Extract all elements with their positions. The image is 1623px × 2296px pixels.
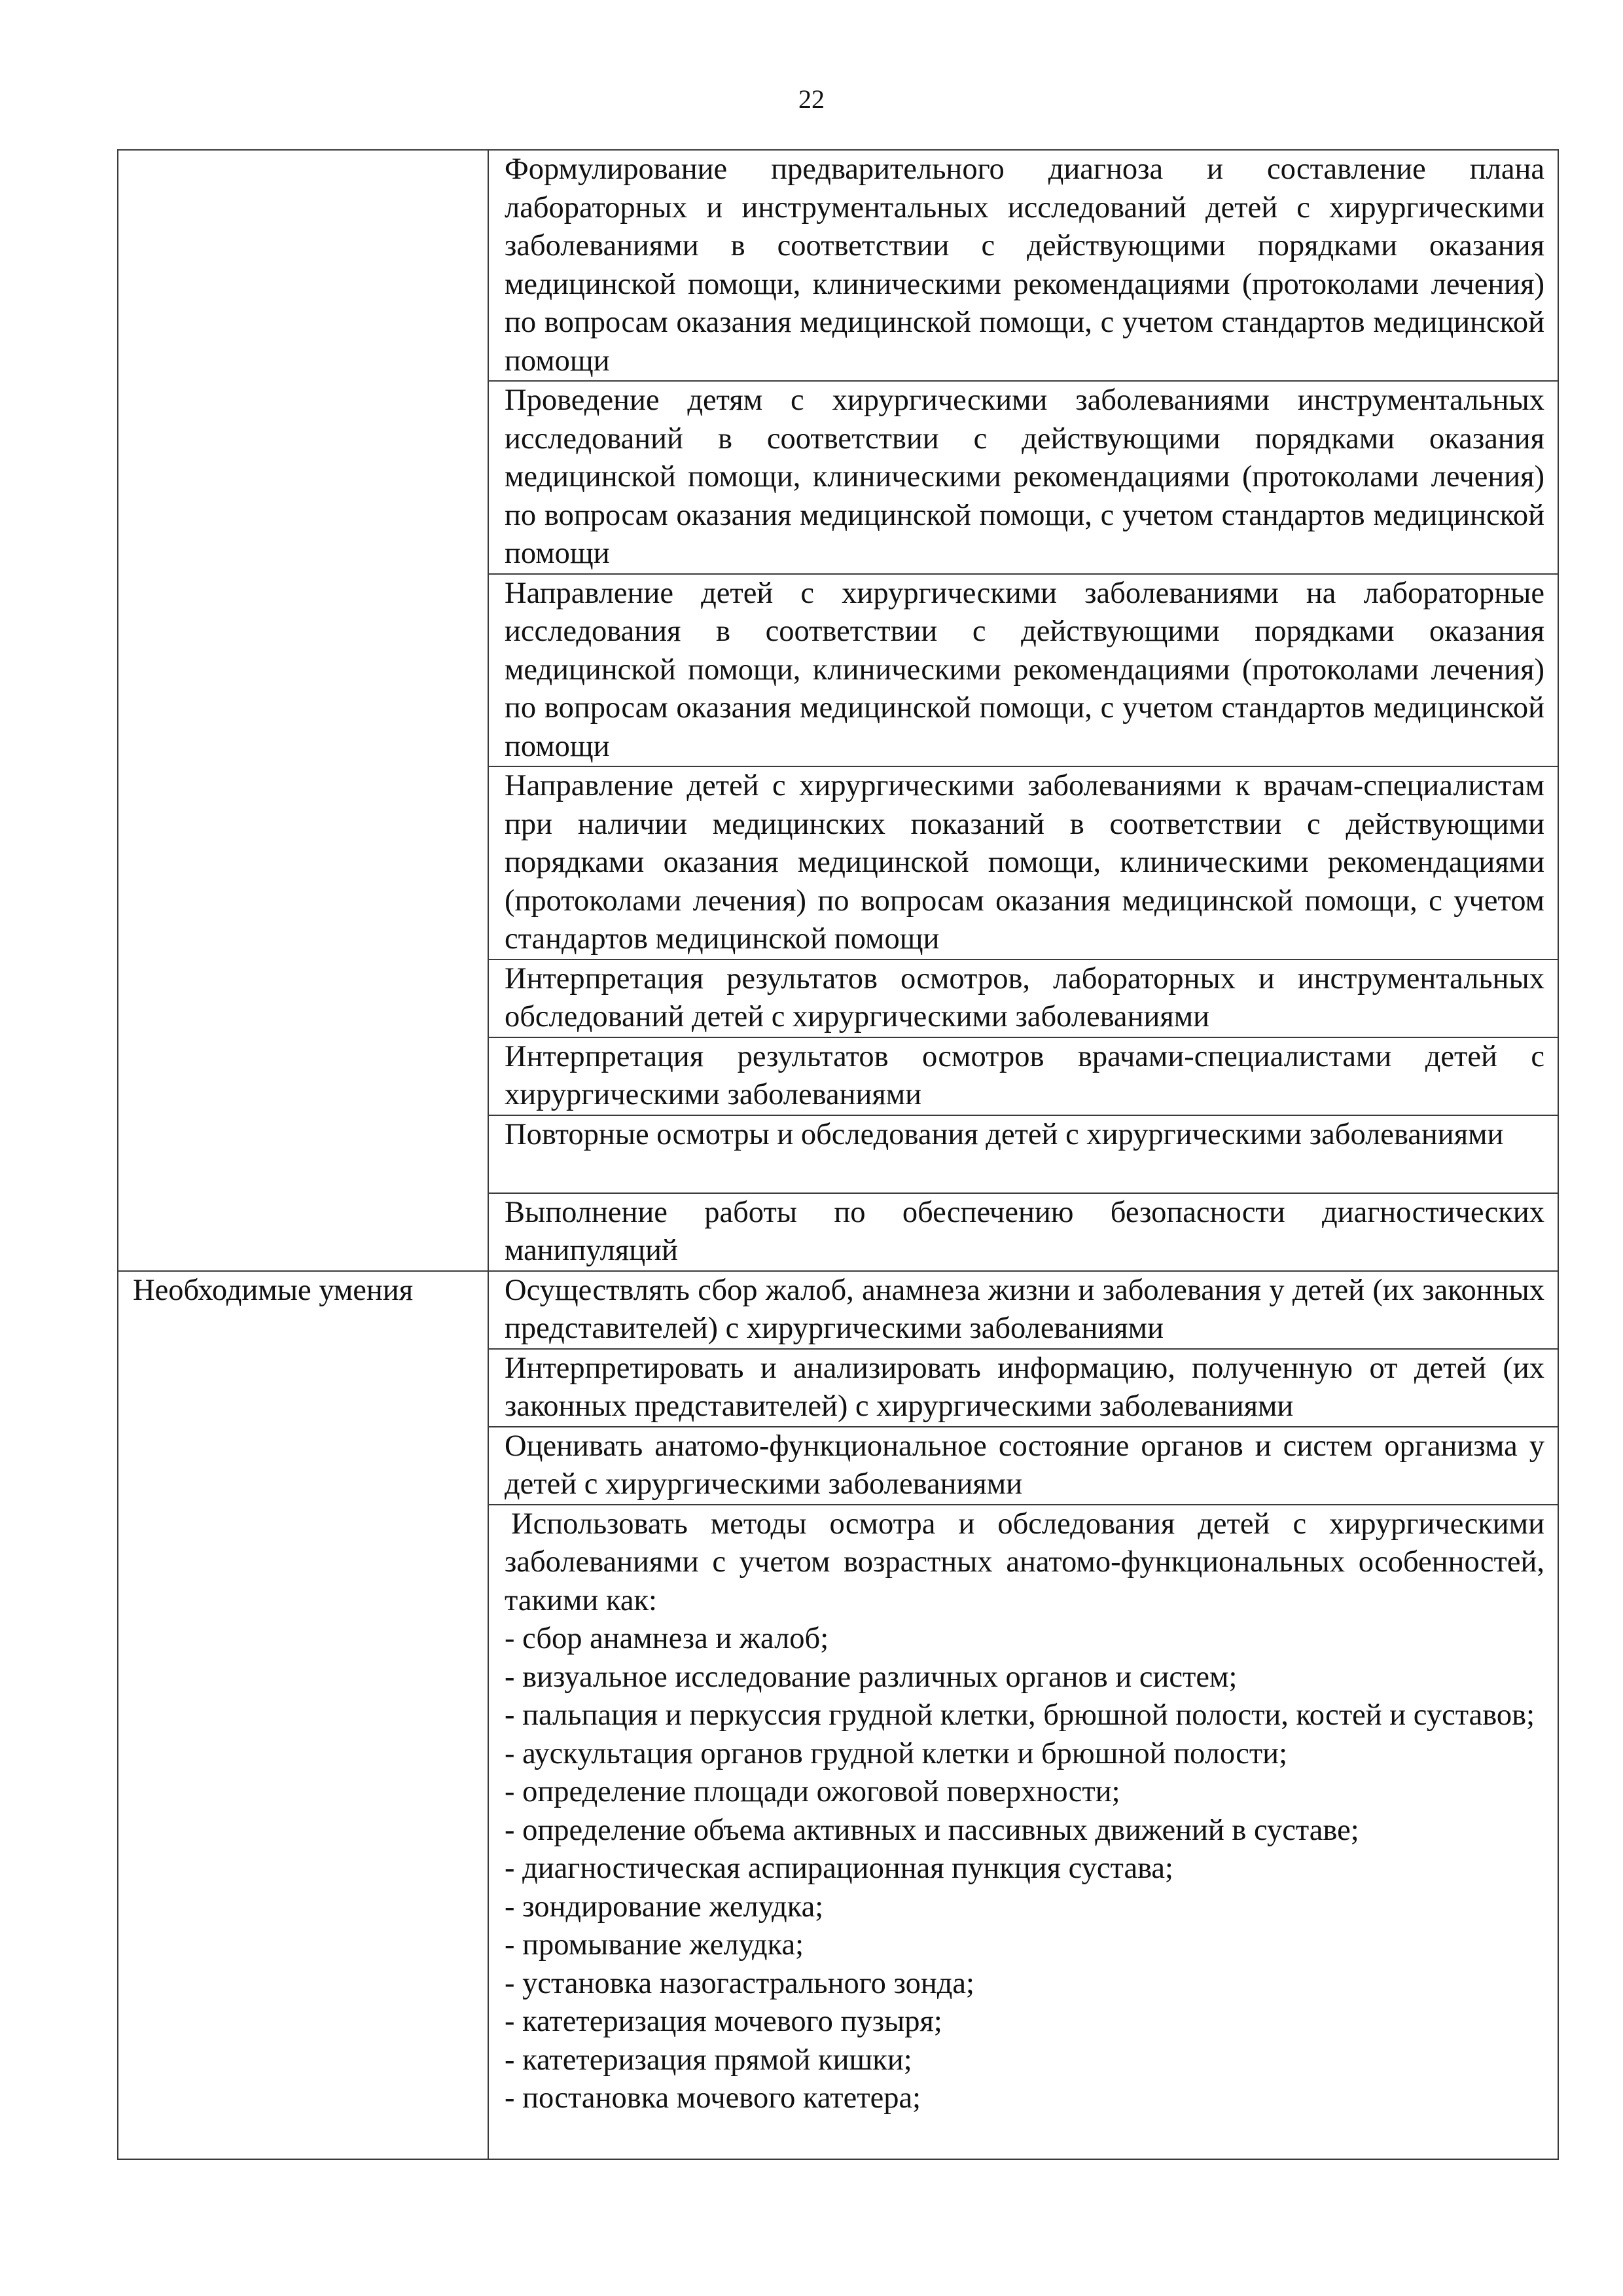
action-text: Направление детей с хирургическими заболеваниями на лабораторные исследования в соответствии с действующими порядками оказания медицинской помощи, клиническими рекомендациями (протоколами лечения) по вопросам оказания медицинской помощи, с учетом стандартов медицинской помощи <box>505 576 1544 763</box>
list-item: - установка назогастрального зонда; <box>505 1966 974 2000</box>
action-cell <box>488 574 1558 767</box>
action-text: Направление детей с хирургическими заболеваниями к врачам-специалистам при наличии медицинских показаний в соответствии с действующими порядками оказания медицинской помощи, клиническими рекомендациями (протоколами лечения) по вопросам оказания медицинской помощи, с учетом стандартов медицинской помощи <box>505 769 1544 956</box>
action-cell <box>488 960 1558 1037</box>
action-cell <box>488 1037 1558 1115</box>
skill-cell <box>488 1427 1558 1505</box>
action-text: Интерпретация результатов осмотров врачами-специалистами детей с хирургическими заболеваниями <box>505 1039 1544 1111</box>
list-item: - сбор анамнеза и жалоб; <box>505 1622 829 1655</box>
list-item: - определение объема активных и пассивных движений в суставе; <box>505 1813 1359 1847</box>
list-item: - диагностическая аспирационная пункция сустава; <box>505 1852 1173 1885</box>
list-item: - промывание желудка; <box>505 1928 804 1962</box>
section-label-required-skills: Необходимые умения <box>118 1271 488 2159</box>
skill-text: Осуществлять сбор жалоб, анамнеза жизни и заболевания у детей (их законных представителей) с хирургическими заболеваниями <box>505 1273 1544 1345</box>
list-item: - визуальное исследование различных органов и систем; <box>505 1660 1238 1694</box>
action-text: Интерпретация результатов осмотров, лабораторных и инструментальных обследований детей с хирургическими заболеваниями <box>505 961 1544 1033</box>
skill-text: Интерпретировать и анализировать информацию, полученную от детей (их законных представителей) с хирургическими заболеваниями <box>505 1351 1544 1423</box>
page-number: 22 <box>798 84 825 114</box>
list-item: - зондирование желудка; <box>505 1890 824 1924</box>
action-cell <box>488 1193 1558 1271</box>
list-item: - постановка мочевого катетера; <box>505 2081 921 2115</box>
action-cell <box>488 766 1558 960</box>
table-row <box>118 150 1558 381</box>
list-item: - пальпация и перкуссия грудной клетки, брюшной полости, костей и суставов; <box>505 1698 1535 1732</box>
list-item: - определение площади ожоговой поверхности; <box>505 1775 1120 1808</box>
table-row <box>118 1271 1558 1349</box>
list-item: - катетеризация мочевого пузыря; <box>505 2005 942 2038</box>
methods-cell <box>488 1505 1558 2159</box>
list-item: - аускультация органов грудной клетки и брюшной полости; <box>505 1736 1287 1770</box>
list-item: - катетеризация прямой кишки; <box>505 2043 912 2077</box>
competency-table <box>117 149 1559 2160</box>
skill-cell <box>488 1349 1558 1427</box>
action-text: Выполнение работы по обеспечению безопасности диагностических манипуляций <box>505 1195 1544 1267</box>
action-cell <box>488 150 1558 381</box>
methods-intro: Использовать методы осмотра и обследования детей с хирургическими заболеваниями с учетом возрастных анатомо-функциональных особенностей, такими как: <box>505 1507 1544 1617</box>
action-cell <box>488 1115 1558 1193</box>
skill-cell <box>488 1271 1558 1349</box>
action-text: Проведение детям с хирургическими заболеваниями инструментальных исследований в соответствии с действующими порядками оказания медицинской помощи, клиническими рекомендациями (протоколами лечения) по вопросам оказания медицинской помощи, с учетом стандартов медицинской помощи <box>505 384 1544 570</box>
section-label-actions-continued <box>118 150 488 1271</box>
action-cell <box>488 381 1558 574</box>
action-text: Формулирование предварительного диагноза и составление плана лабораторных и инструментальных исследований детей с хирургическими заболеваниями в соответствии с действующими порядками оказания медицинской помощи, клиническими рекомендациями (протоколами лечения) по вопросам оказания медицинской помощи, с учетом стандартов медицинской помощи <box>505 152 1544 378</box>
action-text: Повторные осмотры и обследования детей с хирургическими заболеваниями <box>505 1117 1504 1151</box>
skill-text: Оценивать анатомо-функциональное состояние органов и систем организма у детей с хирургическими заболеваниями <box>505 1429 1544 1501</box>
